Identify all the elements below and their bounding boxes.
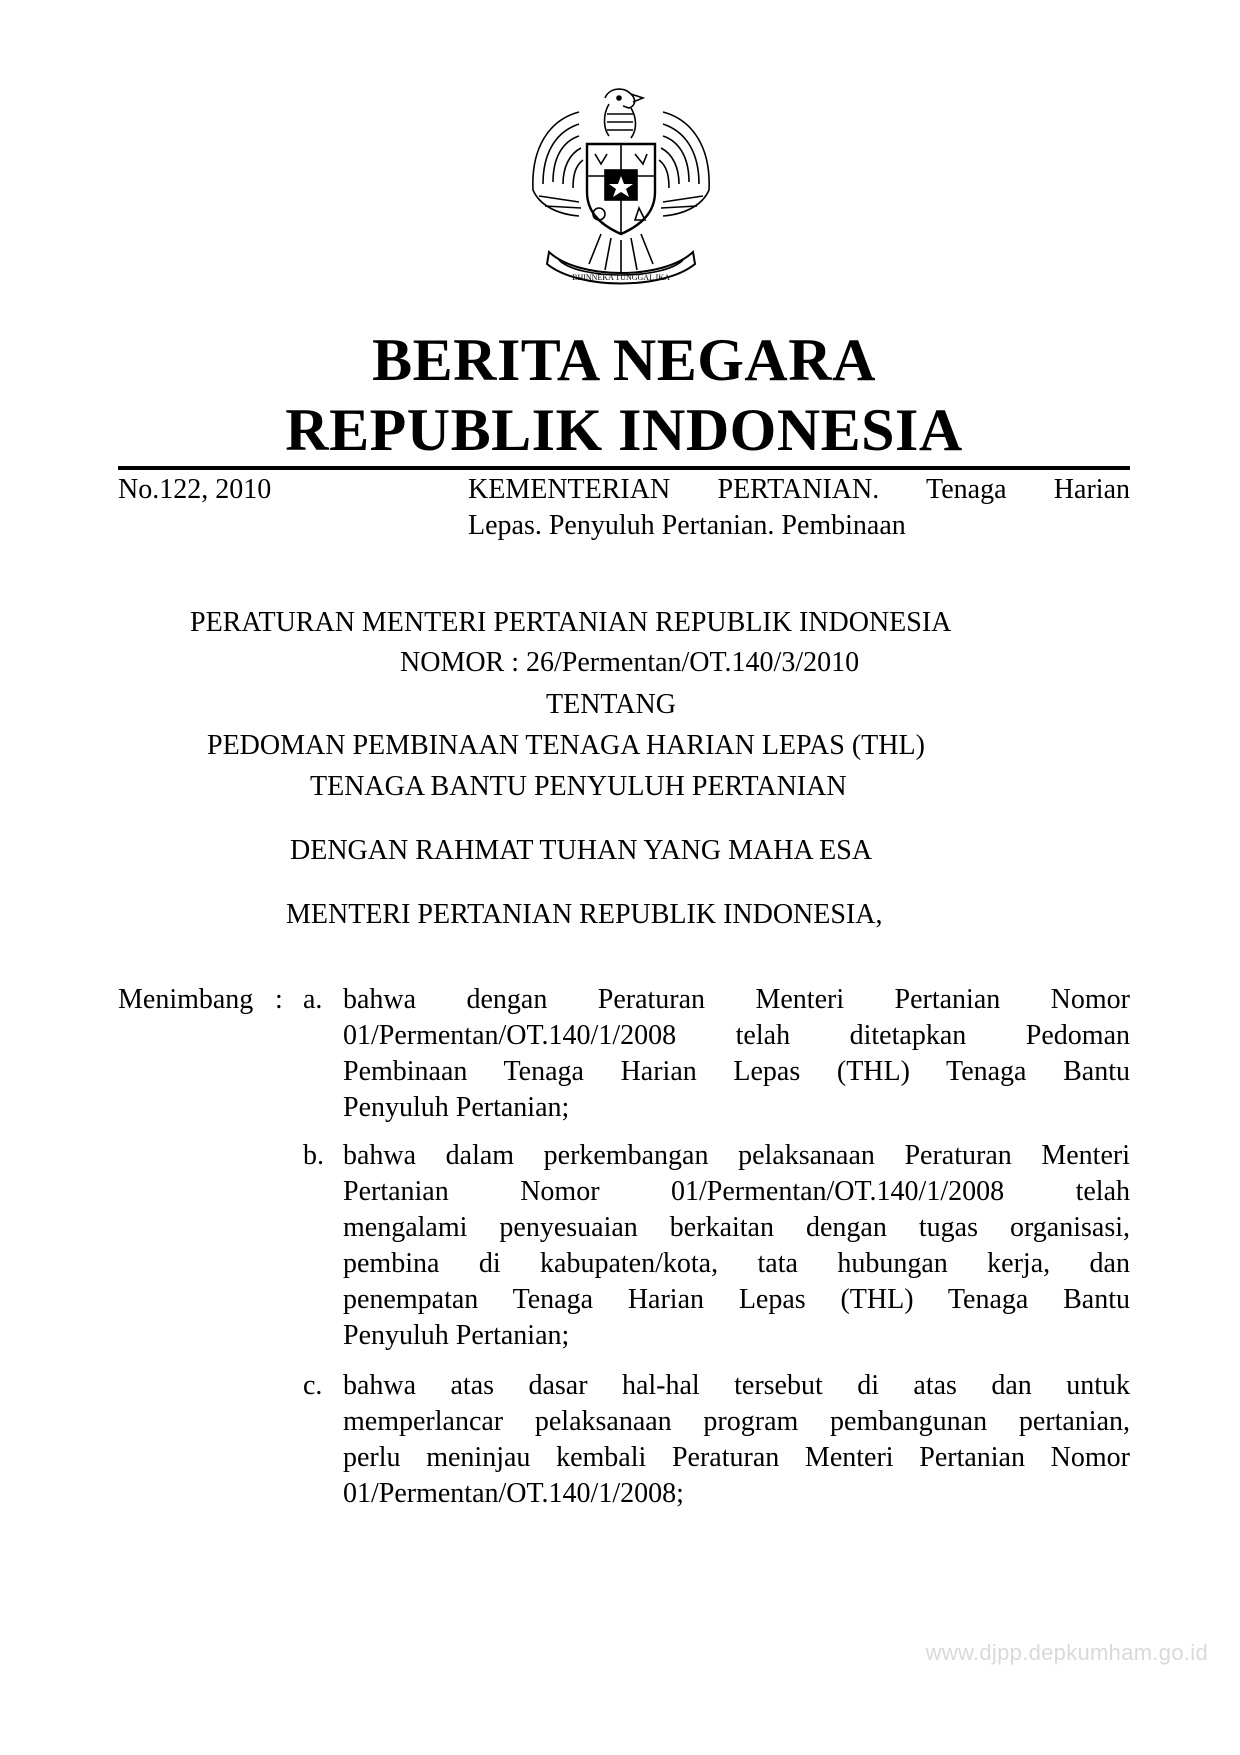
regulation-subject-line-2: TENAGA BANTU PENYULUH PERTANIAN bbox=[310, 771, 847, 802]
consideration-line: mengalami penyesuaian berkaitan dengan tugas organisasi, bbox=[343, 1212, 1130, 1243]
consideration-line: Penyuluh Pertanian; bbox=[343, 1092, 570, 1123]
consideration-line: bahwa atas dasar hal-hal tersebut di atas dan untuk bbox=[343, 1370, 1130, 1401]
publication-subject-line-2: Lepas. Penyuluh Pertanian. Pembinaan bbox=[468, 510, 906, 541]
regulation-preamble: DENGAN RAHMAT TUHAN YANG MAHA ESA bbox=[290, 835, 873, 866]
source-watermark: www.djpp.depkumham.go.id bbox=[925, 1640, 1208, 1665]
masthead-rule bbox=[118, 466, 1130, 470]
consideration-line: Penyuluh Pertanian; bbox=[343, 1320, 570, 1351]
consideration-line: memperlancar pelaksanaan program pembangunan pertanian, bbox=[343, 1406, 1130, 1437]
masthead-line-1: BERITA NEGARA bbox=[372, 327, 876, 393]
consideration-marker: b. bbox=[303, 1140, 324, 1171]
considerations-label: Menimbang bbox=[118, 984, 254, 1015]
publication-subject-line-1: KEMENTERIAN PERTANIAN. Tenaga Harian bbox=[468, 474, 1130, 505]
publication-number: No.122, 2010 bbox=[118, 474, 272, 505]
consideration-marker: c. bbox=[303, 1370, 323, 1401]
consideration-line: perlu meninjau kembali Peraturan Menteri Pertanian Nomor bbox=[343, 1442, 1130, 1473]
regulation-title: PERATURAN MENTERI PERTANIAN REPUBLIK INDONESIA bbox=[190, 607, 952, 638]
consideration-line: bahwa dengan Peraturan Menteri Pertanian Nomor bbox=[343, 984, 1130, 1015]
consideration-line: 01/Permentan/OT.140/1/2008 telah ditetapkan Pedoman bbox=[343, 1020, 1130, 1051]
consideration-marker: a. bbox=[303, 984, 323, 1015]
regulation-number: NOMOR : 26/Permentan/OT.140/3/2010 bbox=[400, 647, 860, 678]
regulation-about: TENTANG bbox=[546, 689, 676, 720]
consideration-line: penempatan Tenaga Harian Lepas (THL) Tenaga Bantu bbox=[343, 1284, 1130, 1315]
garuda-pancasila-emblem-icon bbox=[519, 84, 723, 300]
regulation-authority: MENTERI PERTANIAN REPUBLIK INDONESIA, bbox=[286, 899, 883, 930]
emblem-motto: BHINNEKA TUNGGAL IKA bbox=[572, 273, 670, 282]
consideration-line: bahwa dalam perkembangan pelaksanaan Peraturan Menteri bbox=[343, 1140, 1130, 1171]
consideration-line: pembina di kabupaten/kota, tata hubungan kerja, dan bbox=[343, 1248, 1130, 1279]
regulation-subject-line-1: PEDOMAN PEMBINAAN TENAGA HARIAN LEPAS (THL) bbox=[207, 730, 925, 761]
consideration-line: 01/Permentan/OT.140/1/2008; bbox=[343, 1478, 684, 1509]
masthead-line-2: REPUBLIK INDONESIA bbox=[285, 397, 963, 463]
consideration-line: Pertanian Nomor 01/Permentan/OT.140/1/2008 telah bbox=[343, 1176, 1130, 1207]
consideration-line: Pembinaan Tenaga Harian Lepas (THL) Tenaga Bantu bbox=[343, 1056, 1130, 1087]
considerations-colon: : bbox=[275, 984, 283, 1015]
